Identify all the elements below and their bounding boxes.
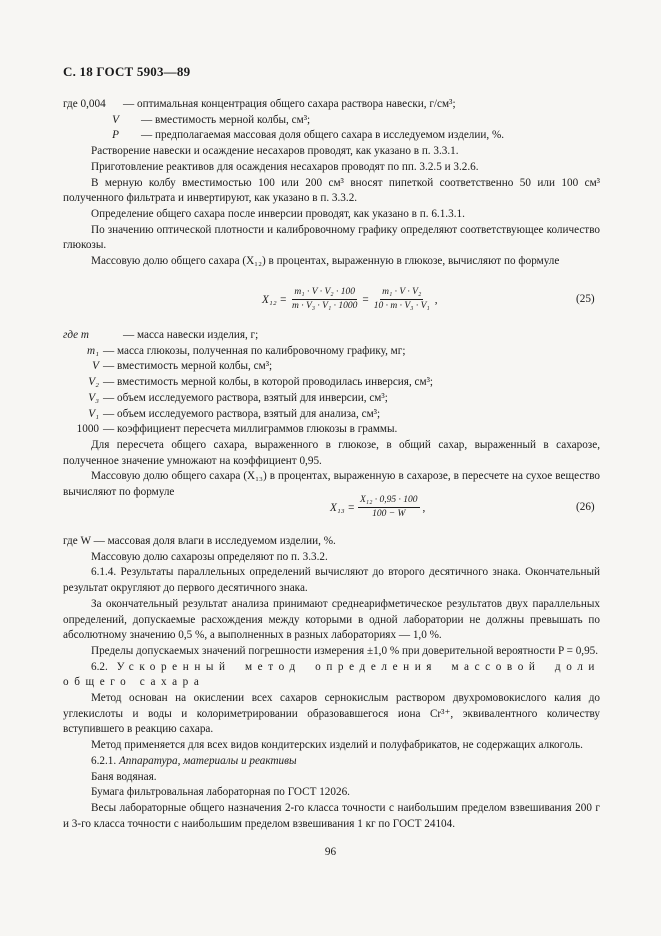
legend-row [63, 359, 600, 375]
paragraph: Приготовление реактивов для осаждения несахаров проводят по пп. 3.2.5 и 3.2.6. [91, 160, 479, 173]
legend-row [63, 422, 600, 438]
subsection-heading [63, 754, 600, 770]
section-number: 6.2. [91, 660, 108, 673]
legend-desc: — вместимость мерной колбы, см³; [103, 360, 273, 373]
paragraph: Определение общего сахара после инверсии проводят, как указано в п. 6.1.3.1. [91, 207, 465, 220]
subsection-title: Аппаратура, материалы и реактивы [118, 754, 297, 767]
fraction-numerator: m₁ · V · V₂ · 100 [292, 287, 357, 300]
paragraph: Для пересчета общего сахара, выраженного в глюкозе, в общий сахар, выраженный в сахарозе, полученное значение умножают на коэффициент 0,95. [63, 438, 600, 467]
subsection-number: 6.2.1. [91, 754, 117, 767]
formula-lhs: X₁₂ = [262, 293, 287, 306]
paragraph: Метод основан на окислении всех сахаров сернокислым раствором двухромовокислого калия до углекислоты и воды и колориметрировании образовавшегося иона Cr³⁺, эквивалентного количеству вступившего в реакцию сахара. [63, 692, 600, 736]
paragraph: По значению оптической плотности и калибровочному графику определяют соответствующее количество глюкозы. [63, 223, 600, 252]
fraction [372, 287, 432, 312]
legend-desc: — объем исследуемого раствора, взятый для инверсии, см³; [103, 391, 388, 404]
legend-symbol: где m [63, 329, 90, 341]
legend-row [63, 128, 600, 144]
legend-row [63, 113, 600, 129]
legend-symbol: V [92, 360, 99, 373]
paragraph: Массовую долю сахарозы определяют по п. 3.3.2. [91, 550, 328, 563]
paragraph: 6.1.4. Результаты параллельных определений вычисляют до второго десятичного знака. Окончательный результат округляют до первого десятичного знака. [63, 566, 600, 595]
legend-desc: — вместимость мерной колбы, в которой проводилась инверсия, см³; [103, 376, 434, 389]
legend-symbol: где 0,004 [63, 98, 106, 110]
variables-block-2 [63, 328, 600, 501]
fraction-numerator: X₁₂ · 0,95 · 100 [358, 495, 420, 508]
legend-desc: — объем исследуемого раствора, взятый для анализа, см³; [103, 407, 381, 420]
legend-symbol: V₂ [88, 376, 99, 389]
formula-equals: = [362, 293, 369, 306]
formula-number: (26) [576, 501, 595, 513]
formula-26 [330, 495, 425, 520]
legend-symbol: V₃ [88, 391, 99, 404]
formula-lhs: X₁₃ = [330, 501, 355, 514]
legend-row [63, 97, 600, 113]
formula-25 [262, 287, 437, 312]
paragraph: За окончательный результат анализа принимают среднеарифметическое результатов двух параллельных определений, допускаемые расхождения между которыми в одной лаборатории не должны превышать по абсолютному значению 0,5 %, а выполненных в разных лабораториях — 1,0 %. [63, 597, 600, 642]
paragraph: Массовую долю общего сахара (X₁₂) в процентах, выраженную в глюкозе, вычисляют по формуле [91, 255, 560, 268]
legend-symbol: V₁ [88, 407, 99, 420]
fraction-numerator: m₁ · V · V₂ [380, 287, 423, 300]
legend-symbol: P [112, 129, 119, 142]
paragraph: Метод применяется для всех видов кондитерских изделий и полуфабрикатов, не содержащих алкоголь. [91, 739, 583, 752]
page-number: 96 [324, 846, 337, 858]
paragraph: где W — массовая доля влаги в исследуемом изделии, %. [63, 535, 336, 547]
paragraph: Бумага фильтровальная лабораторная по ГОСТ 12026. [91, 786, 350, 799]
legend-desc: — вместимость мерной колбы, см³; [141, 113, 311, 126]
legend-row [63, 328, 600, 344]
legend-desc: — масса глюкозы, полученная по калибровочному графику, мг; [103, 344, 406, 357]
legend-symbol: 1000 [76, 423, 99, 436]
fraction-denominator: m · V₃ · V₁ · 1000 [291, 301, 358, 311]
section-title: Ускоренный метод определения массовой доли общего сахара [63, 660, 601, 689]
paragraph: Пределы допускаемых значений погрешности измерения ±1,0 % при доверительной вероятности P = 0,95. [91, 644, 599, 657]
paragraph: Растворение навески и осаждение несахаров проводят, как указано в п. 3.3.1. [91, 145, 459, 158]
formula-number: (25) [576, 293, 595, 305]
text-block-3 [63, 534, 600, 832]
fraction-denominator: 100 − W [372, 509, 406, 519]
section-heading [63, 660, 600, 691]
legend-desc: — коэффициент пересчета миллиграммов глюкозы в граммы. [103, 423, 398, 436]
legend-row [63, 391, 600, 407]
fraction-denominator: 10 · m · V₃ · V₁ [373, 301, 430, 311]
legend-row [63, 375, 600, 391]
legend-row [63, 407, 600, 423]
paragraph: В мерную колбу вместимостью 100 или 200 см³ вносят пипеткой соответственно 50 или 100 см³ полученного фильтрата и инвертируют, как указано в п. 3.3.2. [63, 176, 600, 205]
legend-symbol: V [112, 113, 119, 126]
paragraph: Весы лабораторные общего назначения 2-го класса точности с наибольшим пределом взвешивания 200 г и 3-го класса точности с наибольшим пределом взвешивания 1 кг по ГОСТ 24104. [63, 801, 600, 830]
legend-desc: — оптимальная концентрация общего сахара раствора навески, г/см³; [123, 98, 456, 110]
legend-desc: — предполагаемая массовая доля общего сахара в исследуемом изделии, %. [141, 129, 505, 142]
legend-symbol: m₁ [87, 344, 99, 357]
paragraph: Массовую долю общего сахара (X₁₃) в процентах, выраженную в сахарозе, в пересчете на сухое вещество вычисляют по формуле [63, 470, 600, 499]
paragraph: Баня водяная. [91, 770, 157, 783]
formula-tail: , [422, 501, 426, 514]
fraction [358, 495, 420, 520]
formula-tail: , [434, 293, 438, 306]
legend-desc: — масса навески изделия, г; [123, 329, 259, 341]
page-header: С. 18 ГОСТ 5903—89 [63, 64, 191, 79]
fraction [290, 287, 359, 312]
variables-block-1 [63, 97, 600, 270]
legend-row [63, 344, 600, 360]
